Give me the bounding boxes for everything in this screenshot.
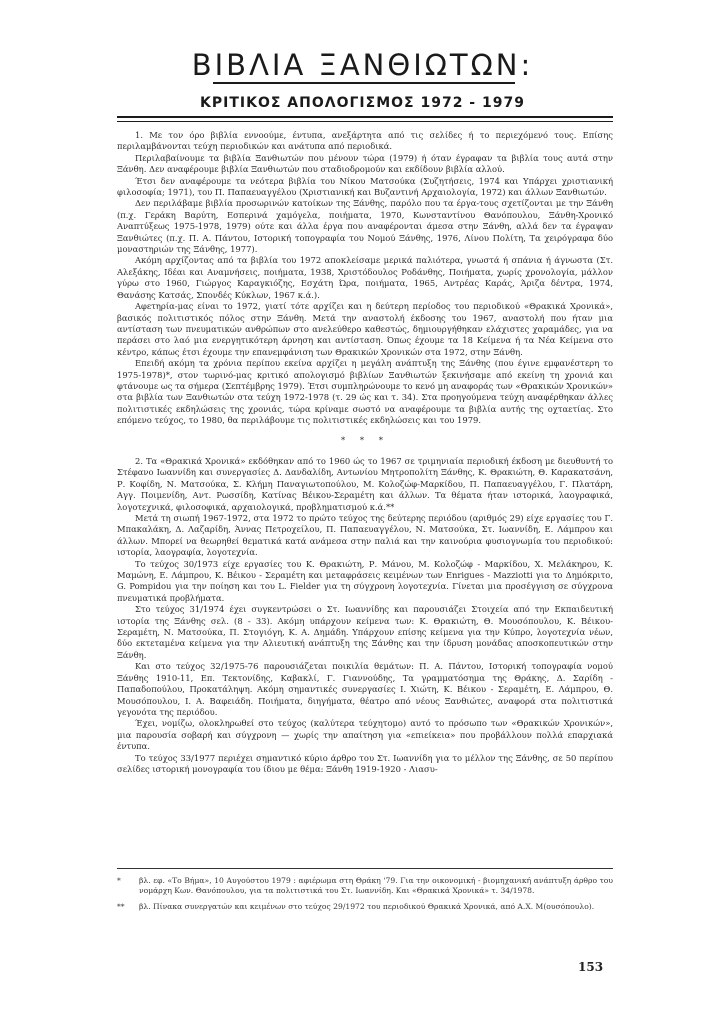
header-rule-thin: [117, 121, 613, 122]
footnote: [117, 876, 613, 896]
page-number: 153: [578, 960, 604, 974]
footnotes: [117, 876, 613, 918]
header-rule: [117, 116, 613, 118]
paragraph: Αφετηρία-μας είναι το 1972, γιατί τότε αρχίζει και η δεύτερη περίοδος του περιοδικού «Θρακικά Χρονικά», βασικός πολιτιστικός πόλος στην Ξάνθη. Μετά την αναστολή έκδοσης του 1967, αναστολή που ήταν μια αντίσταση των πνευματικών ανθρώπων στο ανελεύθερο καθεστώς, δημιουργήθηκαν ελάχιστες χαραμάδες, για να περάσει στο λαό μια ενεργητικότερη άρνηση και αντίσταση. Όπως έχουμε τα 18 Κείμενα ή τα Νέα Κείμενα στο κέντρο, κάπως έτσι έχουμε την επανεμφάνιση των Θρακικών Χρονικών στα 1972, στην Ξάνθη.: [117, 301, 613, 357]
footnote-mark: **: [117, 902, 125, 911]
paragraph: Στο τεύχος 31/1974 έχει συγκεντρώσει ο Στ. Ιωαννίδης και παρουσιάζει Στοιχεία από την Εκπαιδευτική ιστορία της Ξάνθης σελ. (8 - 33). Ακόμη υπάρχουν κείμενα των: Κ. Θρακιώτη, Θ. Μουσόπουλου, Κ. Βέικου-Σεραμέτη, Ν. Ματσούκα, Π. Στογιόγη, Κ. Α. Δημάδη. Υπάρχουν επίσης κείμενα για την Κύπρο, λογοτεχνία νέων, δύο εκτεταμένα κείμενα για την Αλιευτική ανάπτυξη της Ξάνθης και την ίδρυση μονάδας αποσκοπευτικών στην Ξάνθη.: [117, 604, 613, 660]
title-underline: [213, 82, 515, 84]
paragraph: Ακόμη αρχίζοντας από τα βιβλία του 1972 αποκλείσαμε μερικά παλιότερα, γνωστά ή σπάνια ή άγνωστα (Στ. Αλεξάκης, Ιδέαι και Αναμνήσεις, ποιήματα, 1938, Χριστόδουλος Ροδάνθης, Ποιήματα, χωρίς χρονολογία, μάλλον γύρω στο 1960, Γιώργος Καραγκιόζης, Εσχάτη Ώρα, ποιήματα, 1965, Αντρέας Καράς, Άριζα δέντρα, 1974, Θανάσης Κατσάς, Σπονδές Κύκλων, 1967 κ.ά.).: [117, 255, 613, 300]
footnote: [117, 902, 613, 912]
paragraph: Μετά τη σιωπή 1967-1972, στα 1972 το πρώτο τεύχος της δεύτερης περιόδου (αριθμός 29) είχε εργασίες του Γ. Μπακαλάκη, Δ. Λαζαρίδη, Άννας Πετροχείλου, Π. Παπαευαγγέλου, Ν. Ματσούκα, Στ. Ιωαννίδη, Ε. Λάμπρου και άλλων. Μπορεί να θεωρηθεί θεματικά κατά ανάμεσα στην παλιά και την καινούρια φυσιογνωμία του περιοδικού: ιστορία, λαογραφία, λογοτεχνία.: [117, 513, 613, 558]
page-subtitle: ΚΡΙΤΙΚΟΣ ΑΠΟΛΟΓΙΣΜΟΣ 1972 - 1979: [200, 95, 525, 111]
paragraph: Και στο τεύχος 32/1975-76 παρουσιάζεται ποικιλία θεμάτων: Π. Α. Πάντου, Ιστορική τοπογραφία νομού Ξάνθης 1910-11, Επ. Τεκτονίδης, Καβακλί, Γ. Γιαννούδης, Τα γραμματόσημα της Θράκης, Δ. Σαρίδη - Παπαδοπούλου, Προκατάληψη. Ακόμη σημαντικές συνεργασίες Ι. Χιώτη, Κ. Βέικου - Σεραμέτη, Ε. Λάμπρου, Θ. Μουσόπουλου, Ι. Α. Βαφειάδη. Ποιήματα, διηγήματα, θέατρο από νέους Ξανθιώτες, αναφορά στα πολιτιστικά γεγονότα της περιόδου.: [117, 661, 613, 717]
paragraph: 1. Με τον όρο βιβλία εννοούμε, έντυπα, ανεξάρτητα από τις σελίδες ή το περιεχόμενό τους. Επίσης περιλαμβάνονται τεύχη περιοδικών και ανάτυπα από περιοδικά.: [117, 130, 613, 152]
footnote-mark: *: [117, 876, 121, 885]
article-body: [117, 130, 613, 775]
paragraph: Έτσι δεν αναφέρουμε τα νεότερα βιβλία του Νίκου Ματσούκα (Συζητήσεις, 1974 και Υπάρχει χριστιανική φιλοσοφία; 1971), του Π. Παπαευαγγέλου (Χριστιανική και Βυζαντινή Αρχαιολογία, 1972) και άλλων Ξανθιωτών.: [117, 175, 613, 198]
footnote-text: βλ. εφ. «Το Βήμα», 10 Αυγούστου 1979 : αφιέρωμα στη Θράκη '79. Για την οικονομική - βιομηχανική ανάπτυξη άρθρο του νομάρχη Κων. Θανόπουλου, για τα πολιτιστικά του Στ. Ιωαννίδη. Και «Θρακικά Χρονικά» τ. 34/1978.: [139, 876, 613, 895]
footnote-text: βλ. Πίνακα συνεργατών και κειμένων στο τεύχος 29/1972 του περιοδικού Θρακικά Χρονικά, από Α.Χ. Μ(ουσόπουλο).: [139, 902, 595, 911]
paragraph: Έχει, νομίζω, ολοκληρωθεί στο τεύχος (καλύτερα τεύχητομο) αυτό το πρόσωπο των «Θρακικών Χρονικών», μια παρουσία σοβαρή και σύγχρονη — χωρίς την απαίτηση για «επιείκεια» που προβάλλουν πολλά επαρχιακά έντυπα.: [117, 718, 613, 752]
section-separator: * * *: [341, 434, 389, 445]
paragraph: Επειδή ακόμη τα χρόνια περίπου εκείνα αρχίζει η μεγάλη ανάπτυξη της Ξάνθης (που έγινε εμφανέστερη το 1975-1978)*, στον τωρινό-μας κριτικό απολογισμό βιβλίων Ξανθιωτών ξεκινήσαμε από εκείνη τη χρονιά και φτάνουμε ως τα σήμερα (Σεπτέμβρης 1979). Έτσι συμπληρώνουμε το κενό μη αναφοράς των «Θρακικών Χρονικών» στα βιβλία των Ξανθιωτών στα τεύχη 1972-1978 (τ. 29 ώς και τ. 34). Στα προηγούμενα τεύχη αναφέρθηκαν άλλες πολιτιστικές εκδηλώσεις της χρονιάς, τώρα κρίναμε σωστό να αναφέρουμε τα βιβλία αυτής της οχταετίας. Στο επόμενο τεύχος, το 1980, θα περιλάβουμε τις πολιτιστικές εκδηλώσεις και του 1979.: [117, 358, 613, 426]
paragraph: 2. Τα «Θρακικά Χρονικά» εκδόθηκαν από το 1960 ώς το 1967 σε τριμηνιαία περιοδική έκδοση με διευθυντή το Στέφανο Ιωαννίδη και συνεργασίες Δ. Δανδαλίδη, Αντωνίου Μητροπολίτη Ξάνθης, Κ. Θρακιώτη, Θ. Καρακατσάνη, Ρ. Κοφίδη, Ν. Ματσούκα, Σ. Κλήμη Παναγιωτοπούλου, Μ. Κολοζώφ-Μαρκίδου, Π. Παπαευαγγέλου, Γ. Πλατάρη, Αγγ. Ποιμενίδη, Αντ. Ρωσσίδη, Κατίνας Βέικου-Σεραμέτη και άλλων. Τα θέματα ήταν ιστορικά, λαογραφικά, λογοτεχνικά, φιλοσοφικά, αρχαιολογικά, προβληματισμού κ.ά.**: [117, 455, 613, 512]
footnote-rule: [117, 868, 613, 869]
paragraph: Δεν περιλάβαμε βιβλία προσωρινών κατοίκων της Ξάνθης, παρόλο που τα έργα-τους σχετίζονται με την Ξάνθη (π.χ. Γεράκη Βαρύτη, Εσπερινά χαμόγελα, ποιήματα, 1970, Κωνσταντίνου Θανόπουλου, Ξάνθη-Χρονικό Αναπτύξεως 1975-1978, 1979) ούτε και άλλα έργα που αναφέρονται άμεσα στην Ξάνθη, αλλά δεν τα έγραψαν Ξανθιώτες (π.χ. Π. Α. Πάντου, Ιστορική τοπογραφία του Νομού Ξάνθης, 1976, Λίνου Πολίτη, Τα χειρόγραφα δύο μοναστηριών της Ξάνθης, 1977).: [117, 198, 613, 255]
paragraph: Περιλαβαίνουμε τα βιβλία Ξανθιωτών που μένουν τώρα (1979) ή όταν έγραφαν τα βιβλία τους αυτά στην Ξάνθη. Δεν αναφέρουμε βιβλία Ξανθιωτών που σταδιοδρομούν και εκδίδουν βιβλία αλλού.: [117, 152, 613, 175]
paragraph: Το τεύχος 33/1977 περιέχει σημαντικό κύριο άρθρο του Στ. Ιωαννίδη για το μέλλον της Ξάνθης, σε 50 περίπου σελίδες ιστορική μονογραφία του ίδιου με θέμα: Ξάνθη 1919-1920 - Λιασυ-: [117, 752, 613, 774]
page-title: ΒΙΒΛΙΑ ΞΑΝΘΙΩΤΩΝ:: [191, 48, 534, 82]
paragraph: Το τεύχος 30/1973 είχε εργασίες του Κ. Θρακιώτη, Ρ. Μάνου, Μ. Κολοζώφ - Μαρκίδου, Χ. Μελάκηρου, Κ. Μαμώνη, Ε. Λάμπρου, Κ. Βέικου - Σεραμέτη και μεταφράσεις κειμένων των Enrigues - Mazziotti για το Δημόκριτο, G. Pompidou για την ποίηση και του L. Fielder για τη σύγχρονη λογοτεχνία. Γίνεται μια προσέγγιση σε σύγχρονα πνευματικά προβλήματα.: [117, 558, 613, 603]
